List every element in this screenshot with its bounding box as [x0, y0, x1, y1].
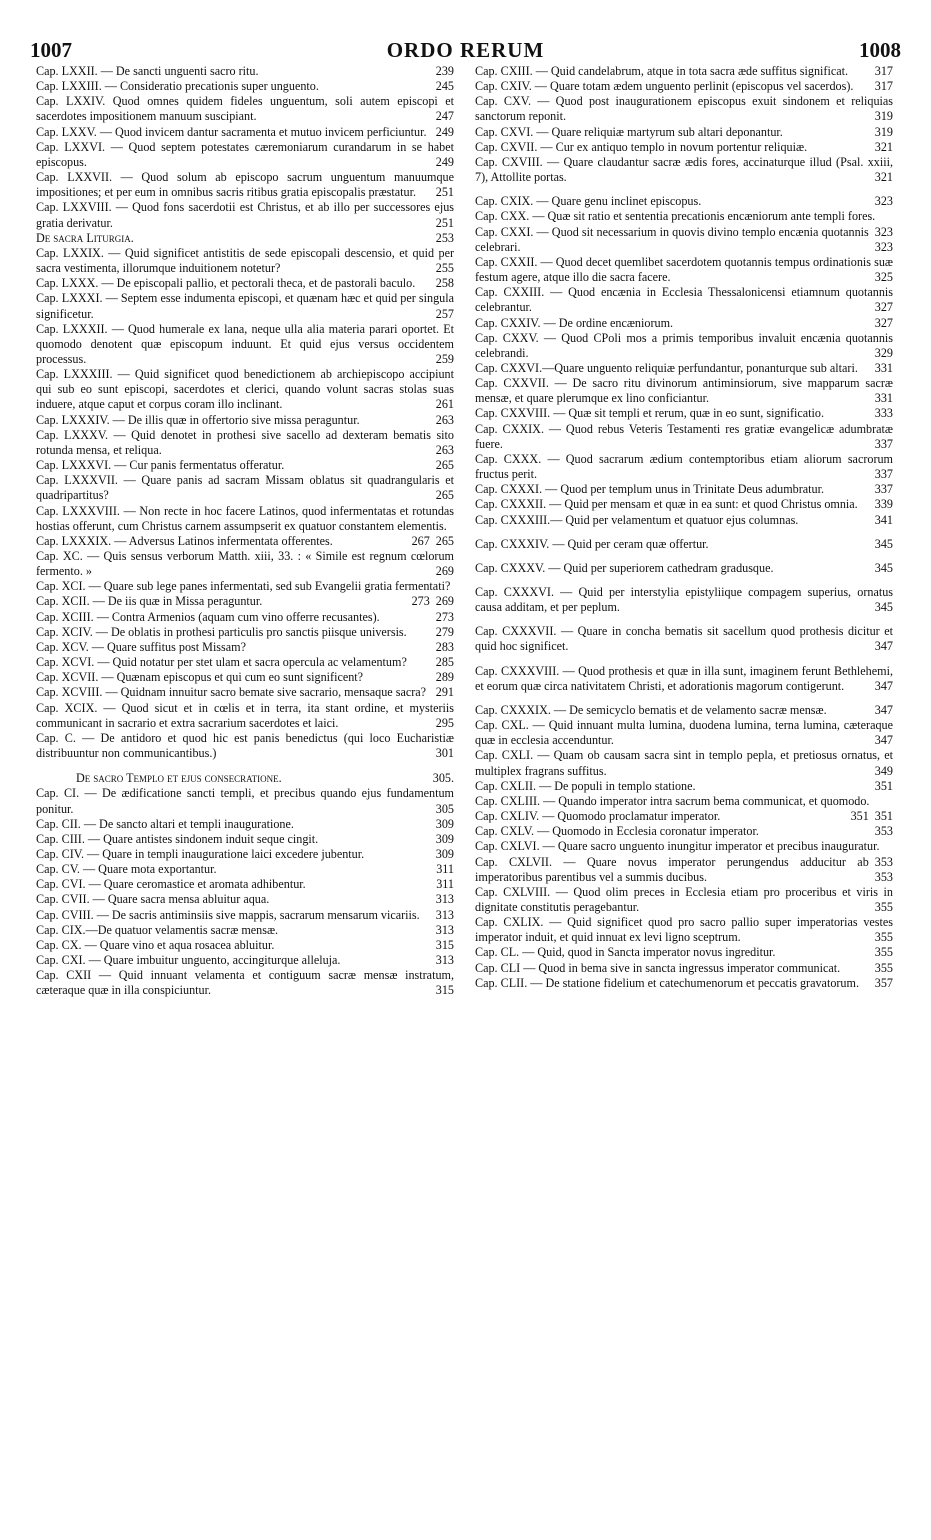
entry-page-number: 355 [874, 945, 893, 960]
entry-text: Cap. CXLIX. — Quid significet quod pro sacro pallio super imperatorias vestes imperator induit, et quid innuat ex levi ligno sceptrum. [475, 915, 893, 945]
toc-entry [36, 246, 454, 276]
toc-entry [475, 361, 893, 376]
entry-page-number: 323 [874, 194, 893, 209]
entry-text: Cap. CXI. — Quare imbuitur unguento, accingiturque alleluja. [36, 953, 341, 968]
entry-page-number: 258 [435, 276, 454, 291]
page-number-left: 1007 [30, 38, 72, 62]
entry-page-number: 317 [874, 64, 893, 78]
entry-text: Cap. LXXV. — Quod invicem dantur sacramenta et mutuo invicem perficiuntur. [36, 124, 427, 139]
toc-entry [475, 255, 893, 285]
running-title: ORDO RERUM [386, 38, 545, 62]
entry-text: Cap. LXXXIV. — De illis quæ in offertorio sive missa peraguntur. [36, 412, 360, 427]
entry-page-number: 331 [874, 360, 893, 375]
entry-page-number: 249 [435, 124, 454, 139]
entry-text: Cap. CX. — Quare vino et aqua rosacea abluitur. [36, 937, 275, 952]
entry-page-number: 265 [435, 488, 454, 503]
entry-text: Cap. LXXVII. — Quod solum ab episcopo sacrum unguentum manuumque impositiones; et per eum in omnibus sacris ritibus gratia episcopalis præstatur. [36, 170, 454, 200]
entry-text: Cap. XCII. — De iis quæ in Missa peraguntur. [36, 594, 263, 609]
entry-text: Cap. CXLVI. — Quare sacro unguento inungitur imperator et precibus inauguratur. [475, 839, 880, 854]
entry-page-number: 247 [435, 109, 454, 124]
toc-entry [475, 513, 893, 528]
entry-page-number: 309 [435, 816, 454, 831]
toc-entry [475, 809, 893, 824]
entry-text: Cap. LXXII. — De sancti unguenti sacro ritu. [36, 64, 259, 78]
entry-page-number: 309 [435, 846, 454, 861]
toc-entry [36, 817, 454, 832]
entry-page-number: 305 [435, 801, 454, 816]
entry-text: Cap. CXXXIII.— Quid per velamentum et quatuor ejus columnas. [475, 512, 799, 527]
toc-entry [475, 376, 893, 406]
toc-entry [36, 549, 454, 579]
entry-page-number: 309 [435, 831, 454, 846]
entry-text: Cap. CL. — Quid, quod in Sancta imperator novus ingreditur. [475, 945, 776, 960]
page-number-right: 1008 [859, 38, 901, 62]
entry-text: Cap. CXIX. — Quare genu inclinet episcopus. [475, 194, 702, 209]
toc-entry [475, 125, 893, 140]
entry-text: Cap. CXV. — Quod post inaugurationem episcopus exuit sindonem et reliquias sanctorum reponit. [475, 94, 893, 124]
toc-entry [475, 718, 893, 748]
toc-entry [36, 701, 454, 731]
entry-text: Cap. CXLIII. — Quando imperator intra sacrum bema communicat, et quomodo. [475, 793, 870, 808]
entry-page-number: 355 [874, 960, 893, 975]
toc-entry [36, 125, 454, 140]
page-header [30, 38, 901, 64]
toc-entry [475, 452, 893, 482]
entry-page-number: 349 [874, 763, 893, 778]
toc-entry [475, 155, 893, 185]
entry-page-number: 263 [435, 442, 454, 457]
toc-entry [36, 64, 454, 79]
entry-page-number: 351 [874, 809, 893, 824]
toc-entry [475, 64, 893, 79]
entry-page-number: 313 [435, 953, 454, 968]
entry-page-number: 323 [874, 239, 893, 254]
entry-text: Cap. CXLV. — Quomodo in Ecclesia coronatur imperator. [475, 824, 759, 839]
entry-page-number: 347 [874, 639, 893, 654]
entry-text: Cap. XCV. — Quare suffitus post Missam? [36, 639, 246, 654]
entry-page-number: 321 [874, 170, 893, 185]
entry-text: Cap. CXXVI.—Quare unguento reliquiæ perfundantur, ponanturque sub altari. [475, 360, 858, 375]
toc-entry [475, 140, 893, 155]
entry-text: Cap. CXX. — Quæ sit ratio et sententia precationis encæniorum ante templi fores. [475, 209, 876, 224]
toc-entry [36, 200, 454, 230]
entry-page-number: 265 [435, 458, 454, 473]
toc-entry [36, 610, 454, 625]
entry-text: Cap. CXXIX. — Quod rebus Veteris Testamenti res gratiæ evangelicæ adumbratæ fuere. [475, 421, 893, 451]
entry-text: Cap. CXXVII. — De sacro ritu divinorum antiminsiorum, sive mapparum sacræ mensæ, et quare plerumque ex lino conficiantur. [475, 376, 893, 406]
entry-page-number: 313 [435, 892, 454, 907]
toc-entry [475, 779, 893, 794]
toc-entry [36, 79, 454, 94]
toc-entry [475, 748, 893, 778]
toc-entry [36, 276, 454, 291]
entry-text: Cap. CXIV. — Quare totam ædem unguento perlinit (episcopus vel sacerdos). [475, 79, 854, 94]
entry-text: Cap. CXXV. — Quod CPoli mos a primis temporibus invaluit encænia quotannis celebrandi. [475, 330, 893, 360]
toc-entry [36, 367, 454, 412]
entry-page-number: 351 [850, 809, 869, 824]
entry-page-number: 301 [435, 746, 454, 761]
toc-entry [475, 94, 893, 124]
toc-entry [36, 640, 454, 655]
toc-entry [475, 585, 893, 615]
entry-text: Cap. LXXX. — De episcopali pallio, et pectorali theca, et de pastorali baculo. [36, 276, 416, 291]
toc-entry [36, 938, 454, 953]
entry-page-number: 331 [874, 391, 893, 406]
entry-page-number: 319 [874, 124, 893, 139]
toc-entry [36, 953, 454, 968]
entry-page-number: 323 [874, 224, 893, 239]
toc-entry [475, 537, 893, 552]
entry-text: Cap. CXLVII. — Quare novus imperator perungendus adducitur ab imperatoribus parentibus vel a summis ducibus. [475, 854, 869, 884]
entry-text: Cap. XCVII. — Quænam episcopus et qui cum eo sunt significent? [36, 670, 364, 685]
toc-entry [475, 331, 893, 361]
toc-entry [475, 915, 893, 945]
toc-entry [36, 322, 454, 367]
entry-page-number: 353 [874, 824, 893, 839]
entry-text: Cap. CXLVIII. — Quod olim preces in Ecclesia etiam pro proceribus et viris in dignitate constitutis peragebantur. [475, 884, 893, 914]
entry-text: Cap. XCVIII. — Quidnam innuitur sacro bemate sive sacrario, mensaque sacra? [36, 685, 427, 700]
toc-entry [36, 625, 454, 640]
entry-page-number: 355 [874, 930, 893, 945]
entry-page-number: 329 [874, 345, 893, 360]
toc-entry [475, 225, 893, 255]
entry-page-number: 339 [874, 497, 893, 512]
entry-text: Cap. CII. — De sancto altari et templi inauguratione. [36, 816, 294, 831]
entry-text: Cap. LXXIII. — Consideratio precationis super unguento. [36, 79, 319, 94]
entry-text: Cap. XCI. — Quare sub lege panes infermentati, sed sub Evangelii gratia fermentati? [36, 579, 451, 594]
toc-entry [475, 316, 893, 331]
entry-text: Cap. CLII. — De statione fidelium et catechumenorum et peccatis gravatorum. [475, 975, 859, 990]
entry-text: Cap. CXII — Quid innuant velamenta et contiguum sacræ mensæ instratum, cæteraque quæ in illa conspiciuntur. [36, 968, 454, 998]
entry-page-number: 261 [435, 397, 454, 412]
entry-page-number: 279 [435, 624, 454, 639]
entry-text: Cap. LXXXIX. — Adversus Latinos infermentata offerentes. [36, 533, 333, 548]
entry-text: Cap. LXXIX. — Quid significet antistitis de sede episcopali descensio, et quid per sacra vestimenta, illorumque induitionem notetur? [36, 245, 454, 276]
toc-entry [36, 170, 454, 200]
entry-page-number: 305. [432, 771, 454, 786]
entry-text: Cap. CXLI. — Quam ob causam sacra sint in templo pepla, et pretiosus ornatus, et multiplex fragrans suffitus. [475, 748, 893, 778]
entry-text: Cap. XCIII. — Contra Armenios (aquam cum vino offerre recusantes). [36, 609, 380, 624]
entry-page-number: 345 [874, 600, 893, 615]
entry-page-number: 295 [435, 715, 454, 730]
toc-entry [36, 670, 454, 685]
entry-page-number: 291 [435, 685, 454, 700]
entry-page-number: 251 [435, 215, 454, 230]
entry-text: Cap. CXXI. — Quod sit necessarium in quovis divino templo encænia quotannis celebrari. [475, 224, 869, 254]
entry-text: Cap. CIX.—De quatuor velamentis sacræ mensæ. [36, 922, 279, 937]
entry-text: Cap. LXXVIII. — Quod fons sacerdotii est Christus, et ab illo per successores ejus gratia derivatur. [36, 200, 454, 230]
entry-text: Cap. CXXVIII. — Quæ sit templi et rerum, quæ in eo sunt, significatio. [475, 406, 825, 421]
entry-text: Cap. CXXXIV. — Quid per ceram quæ offertur. [475, 536, 709, 551]
toc-entry [36, 413, 454, 428]
toc-entry [36, 473, 454, 503]
entry-page-number: 313 [435, 922, 454, 937]
entry-page-number: 283 [435, 639, 454, 654]
toc-entry [36, 923, 454, 938]
entry-page-number: 255 [435, 261, 454, 276]
entry-text: Cap. LXXXI. — Septem esse indumenta episcopi, et quænam hæc et quid per singula significetur. [36, 291, 454, 321]
toc-entry [475, 422, 893, 452]
entry-text: Cap. CXXIV. — De ordine encæniorum. [475, 315, 674, 330]
entry-page-number: 315 [435, 983, 454, 998]
entry-page-number: 253 [435, 230, 454, 245]
toc-entry [475, 482, 893, 497]
entry-text: Cap. CXLII. — De populi in templo statione. [475, 778, 696, 793]
entry-page-number: 321 [874, 139, 893, 154]
entry-page-number: 345 [874, 536, 893, 551]
entry-text: Cap. CVI. — Quare ceromastice et aromata adhibentur. [36, 877, 306, 892]
entry-page-number: 265 [435, 533, 454, 548]
toc-entry [36, 291, 454, 321]
entry-page-number: 319 [874, 109, 893, 124]
entry-page-number: 345 [874, 560, 893, 575]
entry-text: Cap. CIV. — Quare in templi inauguratione laici excedere jubentur. [36, 846, 365, 861]
toc-entry [475, 703, 893, 718]
left-column [36, 64, 454, 999]
entry-page-number: 267 [411, 533, 430, 548]
entry-page-number: 273 [435, 609, 454, 624]
entry-text: Cap. CXVI. — Quare reliquiæ martyrum sub altari deponantur. [475, 124, 783, 139]
entry-text: Cap. CXIII. — Quid candelabrum, atque in tota sacra æde suffitus significat. [475, 64, 849, 78]
toc-entry [475, 824, 893, 839]
entry-page-number: 269 [435, 594, 454, 609]
entry-page-number: 315 [435, 937, 454, 952]
toc-entry [475, 976, 893, 991]
entry-page-number: 263 [435, 412, 454, 427]
entry-page-number: 351 [874, 778, 893, 793]
entry-text: Cap. LXXXIII. — Quid significet quod benedictionem ab archiepiscopo accipiunt qui sub eo sunt episcopi, sacerdotes et clerici, quando volunt sacras stolas suas induere, atque caput et corpus coram illo inclinant. [36, 367, 454, 412]
entry-page-number: 337 [874, 467, 893, 482]
entry-text: Cap. LXXXVI. — Cur panis fermentatus offeratur. [36, 458, 285, 473]
entry-page-number: 289 [435, 670, 454, 685]
toc-entry [36, 594, 454, 609]
entry-page-number: 357 [874, 975, 893, 990]
entry-text: Cap. C. — De antidoro et quod hic est panis benedictus (qui loco Eucharistiæ distribuuntur non communicantibus.) [36, 730, 454, 761]
toc-entry [475, 194, 893, 209]
entry-page-number: 285 [435, 655, 454, 670]
entry-text: Cap. CIII. — Quare antistes sindonem induit seque cingit. [36, 831, 319, 846]
entry-text: Cap. XC. — Quis sensus verborum Matth. xiii, 33. : « Simile est regnum cœlorum fermento. » [36, 549, 454, 579]
toc-entry [475, 561, 893, 576]
toc-entry [475, 664, 893, 694]
entry-text: Cap. CXXXII. — Quid per mensam et quæ in ea sunt: et quod Christus omnia. [475, 497, 858, 512]
toc-entry [475, 945, 893, 960]
toc-entry [475, 406, 893, 421]
right-column [475, 64, 893, 991]
entry-text: Cap. CXXXVIII. — Quod prothesis et quæ in illa sunt, imaginem ferunt Bethlehemi, et eorum quæ circa nativitatem Christi, et adorationis magorum contigerunt. [475, 663, 893, 693]
entry-page-number: 273 [411, 594, 430, 609]
entry-text: Cap. CVIII. — De sacris antiminsiis sive mappis, sacrarum mensarum vicariis. [36, 907, 420, 922]
toc-entry [475, 79, 893, 94]
toc-entry [475, 885, 893, 915]
toc-entry [475, 624, 893, 654]
entry-page-number: 353 [874, 869, 893, 884]
entry-text: Cap. CXL. — Quid innuant multa lumina, duodena lumina, terna lumina, cæteraque quæ in ecclesia accenduntur. [475, 718, 893, 748]
entry-page-number: 251 [435, 185, 454, 200]
entry-text: Cap. XCVI. — Quid notatur per stet ulam et sacra opercula ac velamentum? [36, 655, 407, 670]
section-heading [36, 231, 454, 246]
entry-page-number: 313 [435, 907, 454, 922]
entry-text: Cap. CXVII. — Cur ex antiquo templo in novum portentur reliquiæ. [475, 139, 808, 154]
toc-entry [36, 786, 454, 816]
toc-entry [36, 832, 454, 847]
entry-text: De sacro Templo et ejus consecratione. [76, 771, 282, 786]
toc-entry [36, 458, 454, 473]
toc-entry [475, 961, 893, 976]
entry-text: Cap. LXXXVIII. — Non recte in hoc facere Latinos, quod infermentatas et rotundas hostias offerunt, cum Christus carnem assumpserit ex quatuor constantem elementis. [36, 503, 454, 533]
toc-entry [36, 862, 454, 877]
entry-page-number: 327 [874, 315, 893, 330]
toc-entry [36, 94, 454, 124]
entry-text: Cap. CXXII. — Quod decet quemlibet sacerdotem quotannis tempus ordinationis suæ festum agere, atque illo die sacra facere. [475, 254, 893, 285]
entry-text: Cap. CXLIV. — Quomodo proclamatur imperator. [475, 809, 721, 824]
entry-text: Cap. CXVIII. — Quare claudantur sacræ ædis fores, accinaturque illud (Psal. xxiii, 7), Attollite portas. [475, 154, 893, 185]
entry-page-number: 257 [435, 306, 454, 321]
entry-text: Cap. XCIX. — Quod sicut et in cœlis et in terra, ita stant ordine, et mysteriis communicant in sacrario et extra sacrarium sacerdotes et laici. [36, 700, 454, 730]
entry-text: Cap. CXXXV. — Quid per superiorem cathedram gradusque. [475, 560, 774, 575]
entry-text: Cap. CXXIII. — Quod encænia in Ecclesia Thessalonicensi etiamnum quotannis celebrantur. [475, 285, 893, 315]
entry-page-number: 245 [435, 79, 454, 94]
entry-page-number: 317 [874, 79, 893, 94]
entry-page-number: 311 [436, 862, 454, 877]
entry-page-number: 249 [435, 154, 454, 169]
entry-page-number: 327 [874, 300, 893, 315]
entry-text: Cap. CXXXVII. — Quare in concha bematis sit sacellum quod prothesis dicitur et quid hoc significet. [475, 624, 893, 654]
entry-page-number: 353 [874, 854, 893, 869]
entry-text: Cap. CV. — Quare mota exportantur. [36, 862, 217, 877]
section-heading [36, 771, 454, 786]
entry-page-number: 347 [874, 678, 893, 693]
entry-page-number: 347 [874, 702, 893, 717]
entry-text: Cap. LXXVI. — Quod septem potestates cæremoniarum curandarum in se habet episcopus. [36, 139, 454, 169]
entry-text: Cap. LXXXII. — Quod humerale ex lana, neque ulla alia materia parari oportet. Et quomodo denotent quæ episcopum induunt. Et quid ejus versus occidentem processus. [36, 321, 454, 366]
entry-text: De sacra Liturgia. [36, 230, 134, 245]
toc-entry [475, 497, 893, 512]
entry-text: Cap. CXXXIX. — De semicyclo bematis et de velamento sacræ mensæ. [475, 702, 827, 717]
entry-page-number: 341 [874, 512, 893, 527]
entry-text: Cap. CVII. — Quare sacra mensa abluitur aqua. [36, 892, 270, 907]
entry-text: Cap. LXXXV. — Quid denotet in prothesi sive sacello ad dexteram bematis sito rotunda mensa, et reliqua. [36, 427, 454, 457]
entry-page-number: 337 [874, 436, 893, 451]
entry-page-number: 311 [436, 877, 454, 892]
toc-entry [36, 847, 454, 862]
entry-page-number: 333 [874, 406, 893, 421]
entry-page-number: 259 [435, 351, 454, 366]
entry-text: Cap. CXXXVI. — Quid per interstylia epistyliique compagem superius, ornatus causa additam, et per peplum. [475, 585, 893, 615]
entry-page-number: 337 [874, 482, 893, 497]
toc-entry [36, 877, 454, 892]
toc-entry [36, 731, 454, 761]
toc-entry [36, 908, 454, 923]
entry-page-number: 347 [874, 733, 893, 748]
entry-page-number: 239 [435, 64, 454, 78]
entry-page-number: 355 [874, 899, 893, 914]
toc-entry [475, 855, 893, 885]
toc-entry [36, 968, 454, 998]
entry-text: Cap. LXXIV. Quod omnes quidem fideles unguentum, soli autem episcopi et sacerdotes impositionem manuum suscipiant. [36, 94, 454, 124]
toc-entry [36, 140, 454, 170]
toc-entry [36, 534, 454, 549]
entry-text: Cap. LXXXVII. — Quare panis ad sacram Missam oblatus sit quadrangularis et quadripartitus? [36, 473, 454, 503]
toc-entry [36, 892, 454, 907]
toc-entry [36, 428, 454, 458]
entry-page-number: 269 [435, 564, 454, 579]
entry-text: Cap. XCIV. — De oblatis in prothesi particulis pro sanctis piisque universis. [36, 624, 407, 639]
entry-text: Cap. CXXXI. — Quod per templum unus in Trinitate Deus adumbratur. [475, 482, 825, 497]
toc-entry [36, 655, 454, 670]
entry-text: Cap. CI. — De ædificatione sancti templi, et precibus quando ejus fundamentum ponitur. [36, 786, 454, 816]
entry-text: Cap. CLI — Quod in bema sive in sancta ingressus imperator communicat. [475, 960, 841, 975]
toc-entry [36, 685, 454, 700]
entry-page-number: 325 [874, 270, 893, 285]
toc-entry [475, 285, 893, 315]
entry-text: Cap. CXXX. — Quod sacrarum ædium contemptoribus etiam aliorum sacrorum fructus perit. [475, 451, 893, 482]
